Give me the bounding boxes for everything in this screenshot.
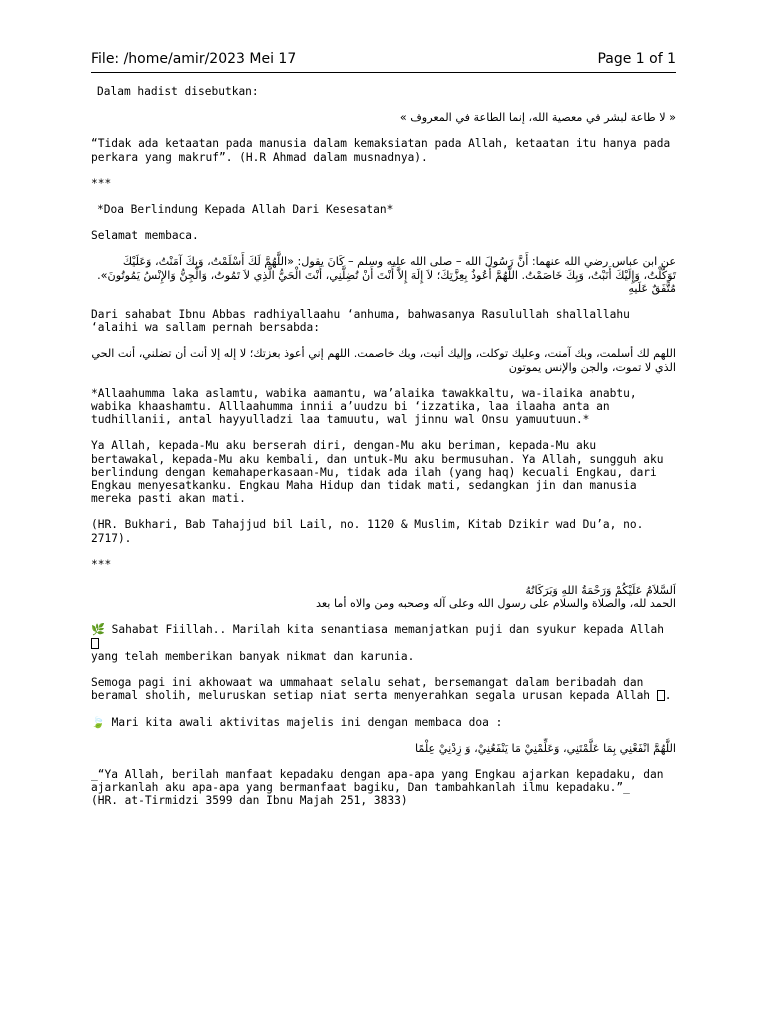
separator-2: *** <box>91 557 112 571</box>
greeting-line: Selamat membaca. <box>91 229 199 243</box>
sahabat-paragraph <box>91 623 676 663</box>
intro-line: Dalam hadist disebutkan: <box>97 85 259 98</box>
mari-text: Mari kita awali aktivitas majelis ini dengan membaca doa : <box>104 715 503 729</box>
file-path-label: File: /home/amir/2023 Mei 17 <box>91 51 297 67</box>
dua-reference: (HR. Bukhari, Bab Tahajjud bil Lail, no. 1120 & Muslim, Kitab Dzikir wad Du’a, no. 2717). <box>91 518 651 545</box>
leaf-icon: 🍃 <box>91 715 105 729</box>
arabic-dua: اللهم لك أسلمت، وبك آمنت، وعليك توكلت، وإليك أنبت، وبك خاصمت. اللهم إني أعوذ بعزتك؛ لا إله إلا أنت أن تضلني، أنت الحي الذي لا تموت، والجن والإنس يموتون <box>91 347 676 374</box>
arabic-hadith-full: عن ابن عباس رضي الله عنهما: أَنَّ رَسُولَ الله – صلى الله عليه وسلم – كَانَ يقول: «اللَّهُمَّ لَكَ أَسْلَمْتُ، وَبِكَ آمَنْتُ، وَعَلَيْكَ تَوَكَّلْتُ، وَإِلَيْكَ أَنَبْتُ، وَبِكَ خَاصَمْتُ. اللَّهُمَّ أَعُوذُ بِعِزَّتِكَ؛ لاَ إِلَهَ إِلاَّ أَنْتَ أَنْ تُضِلَّنِي، أَنْتَ الْحَيُّ الَّذِي لاَ تَمُوتُ، وَالْجِنُّ وَالإِنْسُ يَمُوتُونَ». مُتَّفَقٌ عَلَيهِ <box>97 255 676 295</box>
page-header <box>91 50 676 73</box>
herb-icon: 🌿 <box>91 623 105 637</box>
arabic-knowledge-dua: اللَّهُمَّ انْفَعْنِي بِمَا عَلَّمْتَنِي، وَعَلِّمْنِيْ مَا يَنْفَعُنِيْ، وَ زِدْنِيْ عِلْمًا <box>414 741 676 755</box>
page-number-label: Page 1 of 1 <box>597 51 676 67</box>
semoga-end: . <box>664 689 672 703</box>
dua-translation: Ya Allah, kepada-Mu aku berserah diri, dengan-Mu aku beriman, kepada-Mu aku bertawakal, kepada-Mu aku kembali, dan untuk-Mu aku bermusuhan. Ya Allah, sungguh aku berlindung dengan kemahaperkasaan-Mu, tidak ada ilah (yang haq) kecuali Engkau, dari Engkau menyesatkanku. Engkau Maha Hidup dan tidak mati, sedangkan jin dan manusia mereka pasti akan mati. <box>91 439 671 506</box>
sahabat-text: Sahabat Fiillah.. Marilah kita senantiasa memanjatkan puji dan syukur kepada Allah <box>104 623 664 637</box>
missing-glyph-icon <box>91 638 99 649</box>
arabic-salam: اَلسَّلاَمُ عَلَيْكُمْ وَرَحْمَةُ اللهِ وَبَرَكَاتُهُ <box>525 584 676 598</box>
semoga-paragraph <box>91 676 676 702</box>
mari-paragraph <box>91 716 676 729</box>
arabic-opening: الحمد لله، والصلاة والسلام على رسول الله وعلى آله وصحبه ومن والاه أما بعد <box>316 597 676 611</box>
document-body <box>91 85 676 808</box>
separator-1: *** <box>91 176 112 190</box>
knowledge-dua-translation: _“Ya Allah, berilah manfaat kepadaku dengan apa-apa yang Engkau ajarkan kepadaku, dan ajarkanlah aku apa-apa yang bermanfaat bagiku, Dan tambahkanlah ilmu kepadaku.”_ <box>91 767 671 795</box>
sahabat-text-2: yang telah memberikan banyak nikmat dan karunia. <box>91 649 415 663</box>
knowledge-dua-reference: (HR. at-Tirmidzi 3599 dan Ibnu Majah 251, 3833) <box>91 794 408 808</box>
narration-intro: Dari sahabat Ibnu Abbas radhiyallaahu ‘anhuma, bahwasanya Rasulullah shallallahu ‘alaihi wa sallam pernah bersabda: <box>91 308 637 335</box>
hadith-translation: “Tidak ada ketaatan pada manusia dalam kemaksiatan pada Allah, ketaatan itu hanya pada perkara yang makruf”. (H.R Ahmad dalam musnadnya). <box>91 137 677 164</box>
dua-transliteration: *Allaahumma laka aslamtu, wabika aamantu, wa’alaika tawakkaltu, wa-ilaika anabtu, wabika khaashamtu. Alllaahumma innii a’uudzu bi ‘izzatika, laa ilaaha anta an tudhillanii, antal hayyulladzi laa tamuutu, wal jinnu wal Onsu yamuutuun.* <box>91 386 644 427</box>
semoga-text: Semoga pagi ini akhowaat wa ummahaat selalu sehat, bersemangat dalam beribadah dan beramal sholih, meluruskan setiap niat serta menyerahkan segala urusan kepada Allah <box>91 676 651 703</box>
missing-glyph-icon <box>657 690 665 701</box>
section-title: *Doa Berlindung Kepada Allah Dari Kesesatan* <box>97 203 394 217</box>
arabic-hadith-quote: « لا طاعة لبشر في معصية الله، إنما الطاعة في المعروف » <box>399 111 676 125</box>
